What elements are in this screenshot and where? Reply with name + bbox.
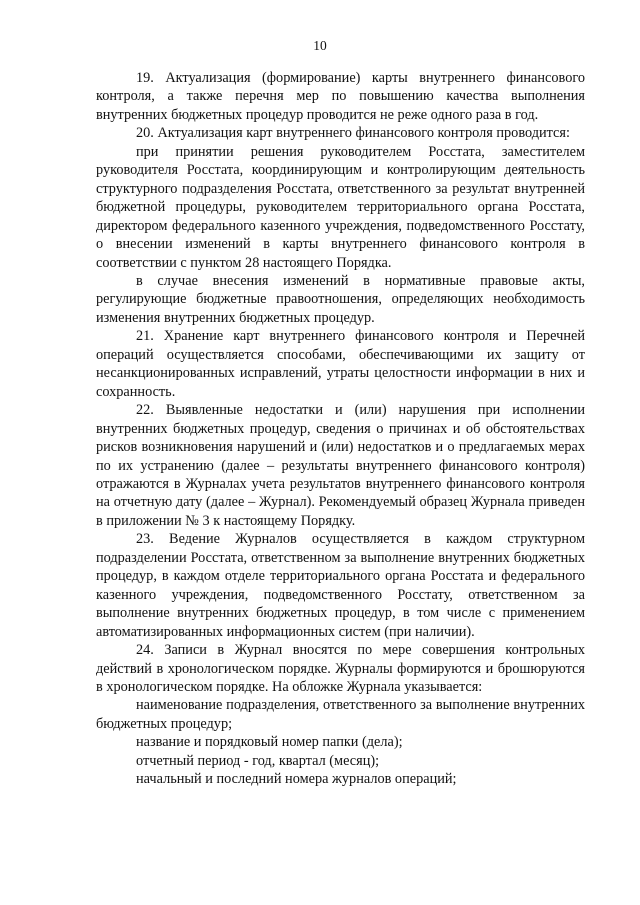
paragraph-20-item-legal-changes: в случае внесения изменений в нормативные правовые акты, регулирующие бюджетные правоотношения, определяющих необходимость изменения внутренних бюджетных процедур. — [96, 272, 585, 326]
paragraph-22: 22. Выявленные недостатки и (или) нарушения при исполнении внутренних бюджетных процедур, сведения о причинах и об обстоятельствах рисков возникновения нарушений и (или) недостатков и о предлагаемых мерах по их устранению (далее – результаты внутреннего финансового контроля) отражаются в Журналах учета результатов внутреннего финансового контроля на отчетную дату (далее – Журнал). Рекомендуемый образец Журнала приведен в приложении № 3 к настоящему Порядку. — [96, 402, 585, 529]
paragraph-24-item-period: отчетный период - год, квартал (месяц); — [136, 752, 380, 769]
paragraph-23: 23. Ведение Журналов осуществляется в каждом структурном подразделении Росстата, ответственном за выполнение внутренних бюджетных процедур, в каждом отделе территориального органа Росстата и федерального казенного учреждения, подведомственного Росстату, ответственном за выполнение внутренних бюджетных процедур, в том числе с применением автоматизированных информационных систем (при наличии). — [96, 531, 585, 640]
page-number: 10 — [313, 38, 327, 53]
paragraph-20: 20. Актуализация карт внутреннего финансового контроля проводится: — [136, 125, 570, 142]
document-body — [96, 69, 585, 789]
paragraph-19: 19. Актуализация (формирование) карты внутреннего финансового контроля, а также перечня мер по повышению качества выполнения внутренних бюджетных процедур проводится не реже одного раза в год. — [96, 70, 585, 123]
paragraph-24: 24. Записи в Журнал вносятся по мере совершения контрольных действий в хронологическом порядке. Журналы формируются и брошюруются в хронологическом порядке. На обложке Журнала указывается: — [96, 642, 585, 695]
paragraph-24-item-folder: название и порядковый номер папки (дела); — [136, 734, 403, 751]
paragraph-20-item-decision: при принятии решения руководителем Росстата, заместителем руководителя Росстата, координирующим и контролирующим деятельность структурного подразделения Росстата, ответственного за результат внутренней бюджетной процедуры, руководителем территориального органа Росстата, директором федерального казенного учреждения, подведомственного Росстату, о внесении изменений в карты внутреннего финансового контроля в соответствии с пунктом 28 настоящего Порядка. — [96, 143, 585, 271]
paragraph-24-item-journal-numbers: начальный и последний номера журналов операций; — [136, 771, 457, 788]
paragraph-21: 21. Хранение карт внутреннего финансового контроля и Перечней операций осуществляется способами, обеспечивающими их защиту от несанкционированных исправлений, утраты целостности информации в них и сохранность. — [96, 328, 585, 400]
paragraph-24-item-department: наименование подразделения, ответственного за выполнение внутренних бюджетных процедур; — [96, 697, 585, 732]
